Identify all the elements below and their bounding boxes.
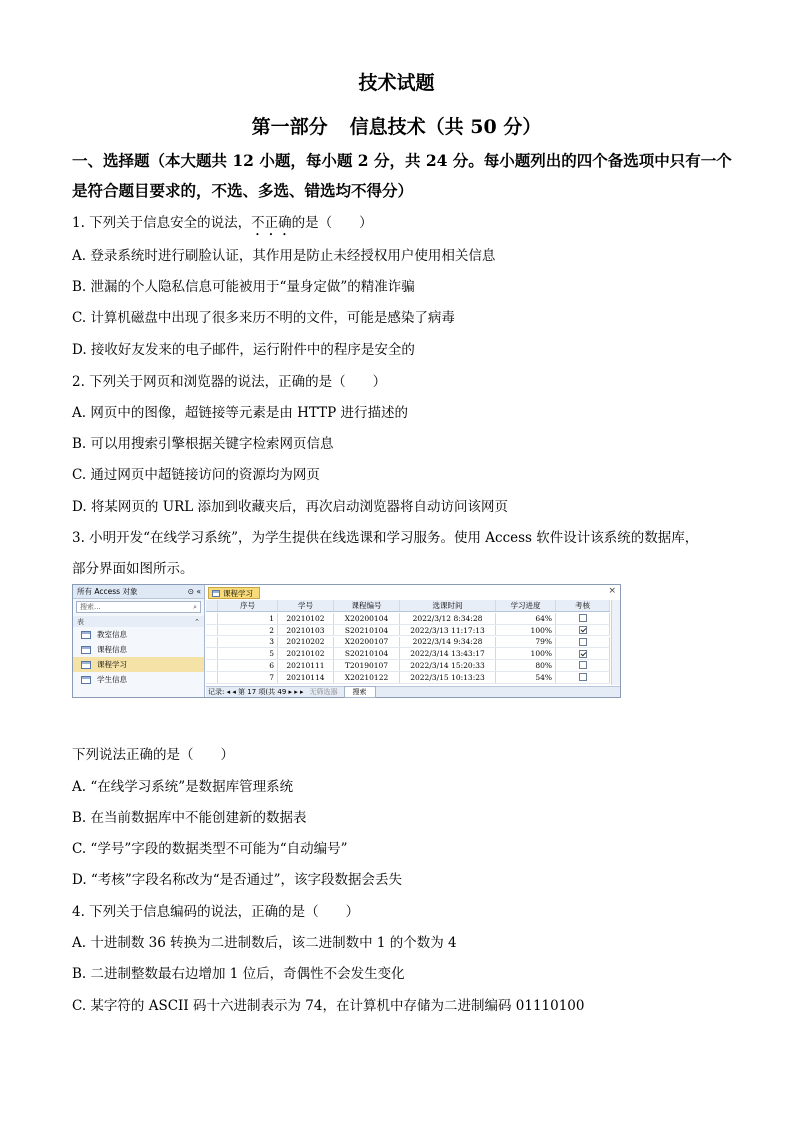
tab-course-study[interactable]: 课程学习 <box>208 587 260 599</box>
datasheet-view <box>206 585 620 697</box>
table-cell[interactable]: 79% <box>496 637 556 648</box>
column-header[interactable]: 学习进度 <box>496 600 556 611</box>
nav-pane-header[interactable] <box>73 585 204 599</box>
table-cell[interactable]: 6 <box>218 660 278 671</box>
search-icon[interactable]: ⌕ <box>193 602 197 611</box>
table-cell[interactable]: 20210111 <box>278 660 334 671</box>
table-row[interactable] <box>206 625 610 637</box>
nav-item-table-selected[interactable]: 课程学习 <box>73 657 204 672</box>
table-cell <box>556 625 610 636</box>
row-selector[interactable] <box>206 637 218 648</box>
column-header[interactable]: 序号 <box>218 600 278 611</box>
q3-after: 下列说法正确的是（ ） <box>72 747 234 763</box>
table-icon <box>81 676 91 684</box>
table-cell[interactable]: T20190107 <box>334 660 400 671</box>
column-header[interactable]: 考核 <box>556 600 610 611</box>
q4-option-c: C. 某字符的 ASCII 码十六进制表示为 74，在计算机中存储为二进制编码 01110100 <box>72 998 585 1014</box>
table-cell <box>556 648 610 659</box>
nav-item-table[interactable]: 课程信息 <box>73 642 204 657</box>
q1-stem: 1. 下列关于信息安全的说法，不正确的是（ ） <box>72 215 373 231</box>
q3-stem-line2: 部分界面如图所示。 <box>72 561 194 577</box>
table-cell[interactable]: 2022/3/14 15:20:33 <box>400 660 496 671</box>
row-selector[interactable] <box>206 613 218 624</box>
table-row[interactable] <box>206 672 610 684</box>
row-selector-header[interactable] <box>206 600 218 611</box>
subtitle-part: 第一部分 <box>251 116 328 138</box>
table-row[interactable] <box>206 613 610 625</box>
page-title: 技术试题 <box>358 72 435 94</box>
q1-emphasis: 不正确 <box>251 215 292 231</box>
table-cell[interactable]: 5 <box>218 648 278 659</box>
filter-indicator[interactable]: 无筛选器 <box>309 688 338 696</box>
table-cell[interactable]: 20210114 <box>278 672 334 683</box>
table-cell <box>556 637 610 648</box>
table-row[interactable] <box>206 660 610 672</box>
table-cell[interactable]: 2022/3/14 9:34:28 <box>400 637 496 648</box>
navigation-pane <box>73 585 205 697</box>
q4-option-b: B. 二进制整数最右边增加 1 位后，奇偶性不会发生变化 <box>72 966 405 982</box>
table-cell[interactable]: S20210104 <box>334 625 400 636</box>
subtitle-name: 信息技术（共 50 分） <box>349 116 542 138</box>
q1-option-c: C. 计算机磁盘中出现了很多来历不明的文件，可能是感染了病毒 <box>72 310 455 326</box>
close-icon[interactable]: × <box>608 586 616 596</box>
collapse-icon[interactable]: ⌃ <box>194 617 200 626</box>
row-selector[interactable] <box>206 648 218 659</box>
table-cell[interactable]: 100% <box>496 648 556 659</box>
q3-option-c: C. “学号”字段的数据类型不可能为“自动编号” <box>72 841 348 857</box>
table-cell[interactable]: 2022/3/15 10:13:23 <box>400 672 496 683</box>
nav-search-input[interactable] <box>76 601 201 613</box>
q2-option-b: B. 可以用搜索引擎根据关键字检索网页信息 <box>72 436 334 452</box>
q3-option-d: D. “考核”字段名称改为“是否通过”，该字段数据会丢失 <box>72 872 403 888</box>
q3-stem-line1: 3. 小明开发“在线学习系统”，为学生提供在线选课和学习服务。使用 Access 软件设计该系统的数据库， <box>72 530 699 546</box>
column-header[interactable]: 课程编号 <box>334 600 400 611</box>
table-cell[interactable]: 20210202 <box>278 637 334 648</box>
table-cell[interactable]: 3 <box>218 637 278 648</box>
q1-option-d: D. 接收好友发来的电子邮件，运行附件中的程序是安全的 <box>72 342 415 358</box>
q2-option-c: C. 通过网页中超链接访问的资源均为网页 <box>72 467 320 483</box>
nav-pane-title: 所有 Access 对象 <box>77 587 138 596</box>
table-cell[interactable]: 2022/3/14 13:43:17 <box>400 648 496 659</box>
table-cell[interactable]: 2022/3/12 8:34:28 <box>400 613 496 624</box>
row-selector[interactable] <box>206 672 218 683</box>
column-header[interactable]: 学号 <box>278 600 334 611</box>
q3-option-a: A. “在线学习系统”是数据库管理系统 <box>72 779 294 795</box>
checkbox-checked[interactable] <box>579 650 587 658</box>
q1-option-b: B. 泄漏的个人隐私信息可能被用于“量身定做”的精准诈骗 <box>72 279 415 295</box>
table-cell[interactable]: 20210102 <box>278 648 334 659</box>
table-icon <box>81 646 91 654</box>
record-navigator[interactable]: 记录: ◂ ◂ 第 17 项(共 49 ▸ ▸ ▸ <box>208 688 304 696</box>
row-selector[interactable] <box>206 625 218 636</box>
q2-option-d: D. 将某网页的 URL 添加到收藏夹后，再次启动浏览器将自动访问该网页 <box>72 499 509 515</box>
q3-option-b: B. 在当前数据库中不能创建新的数据表 <box>72 810 307 826</box>
column-header[interactable]: 选课时间 <box>400 600 496 611</box>
q2-option-a: A. 网页中的图像，超链接等元素是由 HTTP 进行描述的 <box>72 405 409 421</box>
datasheet-search-input[interactable]: 搜索 <box>344 686 376 698</box>
checkbox-unchecked[interactable] <box>579 638 587 646</box>
table-icon <box>212 590 220 597</box>
section-heading: 一、选择题（本大题共 12 小题，每小题 2 分，共 24 分。每小题列出的四个备选项中只有一个是符合题目要求的，不选、多选、错选均不得分） <box>72 151 732 200</box>
q1-option-a: A. 登录系统时进行刷脸认证，其作用是防止未经授权用户使用相关信息 <box>72 248 496 264</box>
table-cell[interactable]: 2022/3/13 11:17:13 <box>400 625 496 636</box>
record-navigation-bar <box>206 686 620 697</box>
access-window <box>72 584 621 698</box>
nav-pane-collapse-icon[interactable]: ⊙ « <box>187 587 201 596</box>
table-cell <box>556 672 610 683</box>
checkbox-checked[interactable] <box>579 626 587 634</box>
table-cell[interactable]: 2 <box>218 625 278 636</box>
table-cell[interactable]: 100% <box>496 625 556 636</box>
vertical-scrollbar[interactable] <box>611 600 620 685</box>
table-cell[interactable]: 1 <box>218 613 278 624</box>
nav-search-placeholder: 搜索... <box>80 603 101 611</box>
q4-option-a: A. 十进制数 36 转换为二进制数后，该二进制数中 1 的个数为 4 <box>72 935 457 951</box>
table-cell[interactable]: X20210122 <box>334 672 400 683</box>
table-cell[interactable]: 7 <box>218 672 278 683</box>
row-selector[interactable] <box>206 660 218 671</box>
table-cell <box>556 660 610 671</box>
table-cell[interactable]: X20200104 <box>334 613 400 624</box>
nav-item-table[interactable]: 学生信息 <box>73 672 204 687</box>
table-icon <box>81 631 91 639</box>
table-row[interactable] <box>206 637 610 649</box>
checkbox-unchecked[interactable] <box>579 661 587 669</box>
datasheet-header <box>206 600 610 612</box>
table-cell[interactable]: 54% <box>496 672 556 683</box>
table-cell[interactable]: 80% <box>496 660 556 671</box>
nav-group-label: 表 <box>77 617 84 626</box>
table-icon <box>81 661 91 669</box>
q4-stem: 4. 下列关于信息编码的说法，正确的是（ ） <box>72 904 360 920</box>
q2-stem: 2. 下列关于网页和浏览器的说法，正确的是（ ） <box>72 374 387 390</box>
table-cell[interactable]: S20210104 <box>334 648 400 659</box>
table-cell[interactable]: 20210102 <box>278 613 334 624</box>
table-row[interactable] <box>206 648 610 660</box>
nav-group-tables[interactable] <box>73 616 204 627</box>
nav-item-table[interactable]: 教室信息 <box>73 627 204 642</box>
checkbox-unchecked[interactable] <box>579 614 587 622</box>
table-cell[interactable]: 64% <box>496 613 556 624</box>
checkbox-unchecked[interactable] <box>579 673 587 681</box>
table-cell[interactable]: X20200107 <box>334 637 400 648</box>
table-cell <box>556 613 610 624</box>
table-cell[interactable]: 20210103 <box>278 625 334 636</box>
page-subtitle <box>0 112 793 139</box>
